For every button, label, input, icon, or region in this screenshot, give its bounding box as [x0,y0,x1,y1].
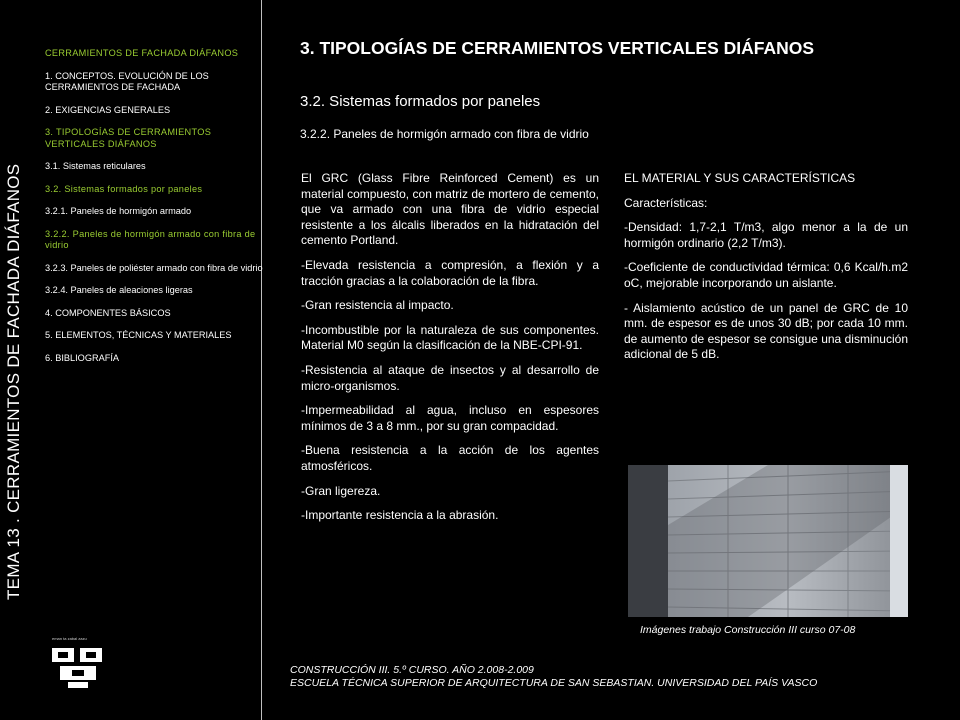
right-column [624,171,908,372]
logo-caption: eman ta zabal zazu [52,636,87,641]
paragraph: -Buena resistencia a la acción de los agentes atmosféricos. [301,443,599,473]
paragraph: -Incombustible por la naturaleza de sus componentes. Material M0 según la clasificación de la NBE-CPI-91. [301,322,599,353]
sidebar-nav [45,48,263,375]
section-title: 3.2. Sistemas formados por paneles [300,93,541,110]
nav-item-bibliografia[interactable]: 6. BIBLIOGRAFÍA [45,352,120,363]
footer-course: CONSTRUCCIÓN III. 5.º CURSO. AÑO 2.008-2.009 [290,664,534,676]
nav-item-reticulares[interactable]: 3.1. Sistemas reticulares [45,161,146,171]
nav-header[interactable]: CERRAMIENTOS DE FACHADA DIÁFANOS [45,48,239,58]
left-column [301,171,599,533]
paragraph: -Elevada resistencia a compresión, a flexión y a tracción gracias a la colaboración de la fibra. [301,257,599,288]
nav-item-exigencias[interactable]: 2. EXIGENCIAS GENERALES [45,104,171,115]
logo-emblem-icon [50,636,106,692]
footer [290,664,817,690]
paragraph: -Densidad: 1,7-2,1 T/m3, algo menor a la de un hormigón ordinario (2,2 T/m3). [624,220,908,250]
paragraph: El GRC (Glass Fibre Reinforced Cement) es un material compuesto, con matriz de mortero de cemento, que va armado con una fibra de vidrio especial resistente a los álcalis liberados en la hidratación del cemento Portland. [301,171,599,248]
nav-item-conceptos[interactable]: 1. CONCEPTOS. EVOLUCIÓN DE LOS CERRAMIENTOS DE FACHADA [45,70,209,92]
vertical-title [0,0,28,600]
paragraph: -Impermeabilidad al agua, incluso en espesores mínimos de 3 a 8 mm., por su gran compacidad. [301,403,599,433]
paragraph: -Resistencia al ataque de insectos y al desarrollo de micro-organismos. [301,362,599,393]
nav-item-grc[interactable]: 3.2.2. Paneles de hormigón armado con fibra de vidrio [45,228,256,250]
nav-item-paneles[interactable]: 3.2. Sistemas formados por paneles [45,183,203,194]
nav-item-poliester[interactable]: 3.2.3. Paneles de poliéster armado con fibra de vidrio [45,262,263,273]
nav-item-hormigon-armado[interactable]: 3.2.1. Paneles de hormigón armado [45,206,192,216]
nav-item-tipologias[interactable]: 3. TIPOLOGÍAS DE CERRAMIENTOS VERTICALES DIÁFANOS [45,127,212,149]
vertical-title-text: TEMA 13 . CERRAMIENTOS DE FACHADA DIÁFANOS [4,163,23,600]
paragraph: -Gran ligereza. [301,483,381,498]
material-heading: EL MATERIAL Y SUS CARACTERÍSTICAS [624,171,856,185]
facade-photo [628,465,908,617]
paragraph: - Aislamiento acústico de un panel de GRC de 10 mm. de espesor es de unos 30 dB; por cada 10 mm. de aumento de espesor se consigue una disminución adicional de 5 dB. [624,300,908,362]
footer-school: ESCUELA TÉCNICA SUPERIOR DE ARQUITECTURA DE SAN SEBASTIAN. UNIVERSIDAD DEL PAÍS VASCO [290,677,818,689]
paragraph: -Gran resistencia al impacto. [301,298,454,313]
nav-item-aleaciones[interactable]: 3.2.4. Paneles de aleaciones ligeras [45,285,193,295]
paragraph: -Coeficiente de conductividad térmica: 0,6 Kcal/h.m2 oC, mejorable incorporando un aislante. [624,260,908,290]
paragraph: -Importante resistencia a la abrasión. [301,508,499,523]
university-logo [50,636,106,692]
characteristics-label: Características: [624,195,708,210]
nav-item-elementos[interactable]: 5. ELEMENTOS, TÉCNICAS Y MATERIALES [45,330,232,340]
page-title: 3. TIPOLOGÍAS DE CERRAMIENTOS VERTICALES DIÁFANOS [300,38,815,58]
nav-item-componentes[interactable]: 4. COMPONENTES BÁSICOS [45,307,171,318]
subsection-title: 3.2.2. Paneles de hormigón armado con fibra de vidrio [300,127,589,141]
image-caption: Imágenes trabajo Construcción III curso 07-08 [640,624,856,636]
